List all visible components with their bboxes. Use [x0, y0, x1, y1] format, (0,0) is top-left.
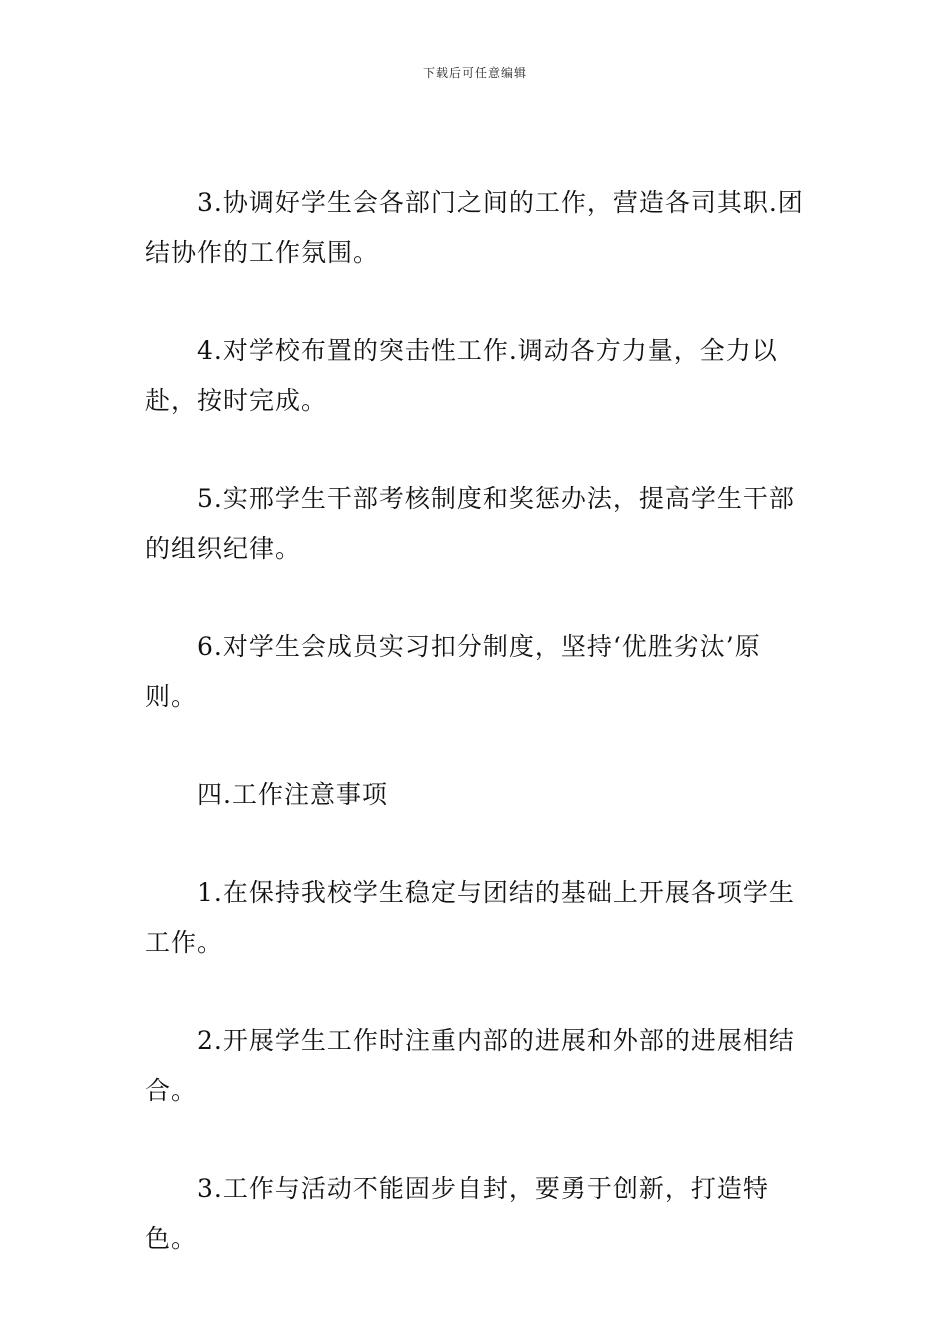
paragraph-note-1-stability: 1.在保持我校学生稳定与团结的基础上开展各项学生工作。: [145, 878, 795, 957]
paragraph-item-3-coordination: 3.协调好学生会各部门之间的工作，营造各司其职.团结协作的工作氛围。: [145, 188, 804, 267]
paragraph-note-3-innovation: 3.工作与活动不能固步自封，要勇于创新，打造特色。: [145, 1174, 769, 1253]
paragraph-item-5-assessment: 5.实邢学生干部考核制度和奖惩办法，提高学生干部的组织纪律。: [145, 484, 795, 563]
paragraph-item-6-deduction: 6.对学生会成员实习扣分制度，坚持‘优胜劣汰’原则。: [145, 632, 761, 711]
paragraph-item-4-urgent-work: 4.对学校布置的突击性工作.调动各方力量，全力以赴，按时完成。: [145, 336, 778, 415]
section-heading-notes: 四.工作注意事项: [197, 780, 388, 809]
paragraph-note-2-development: 2.开展学生工作时注重内部的进展和外部的进展相结合。: [145, 1026, 795, 1105]
document-body: [145, 178, 810, 1312]
page-header: 下载后可任意编辑: [422, 66, 527, 80]
